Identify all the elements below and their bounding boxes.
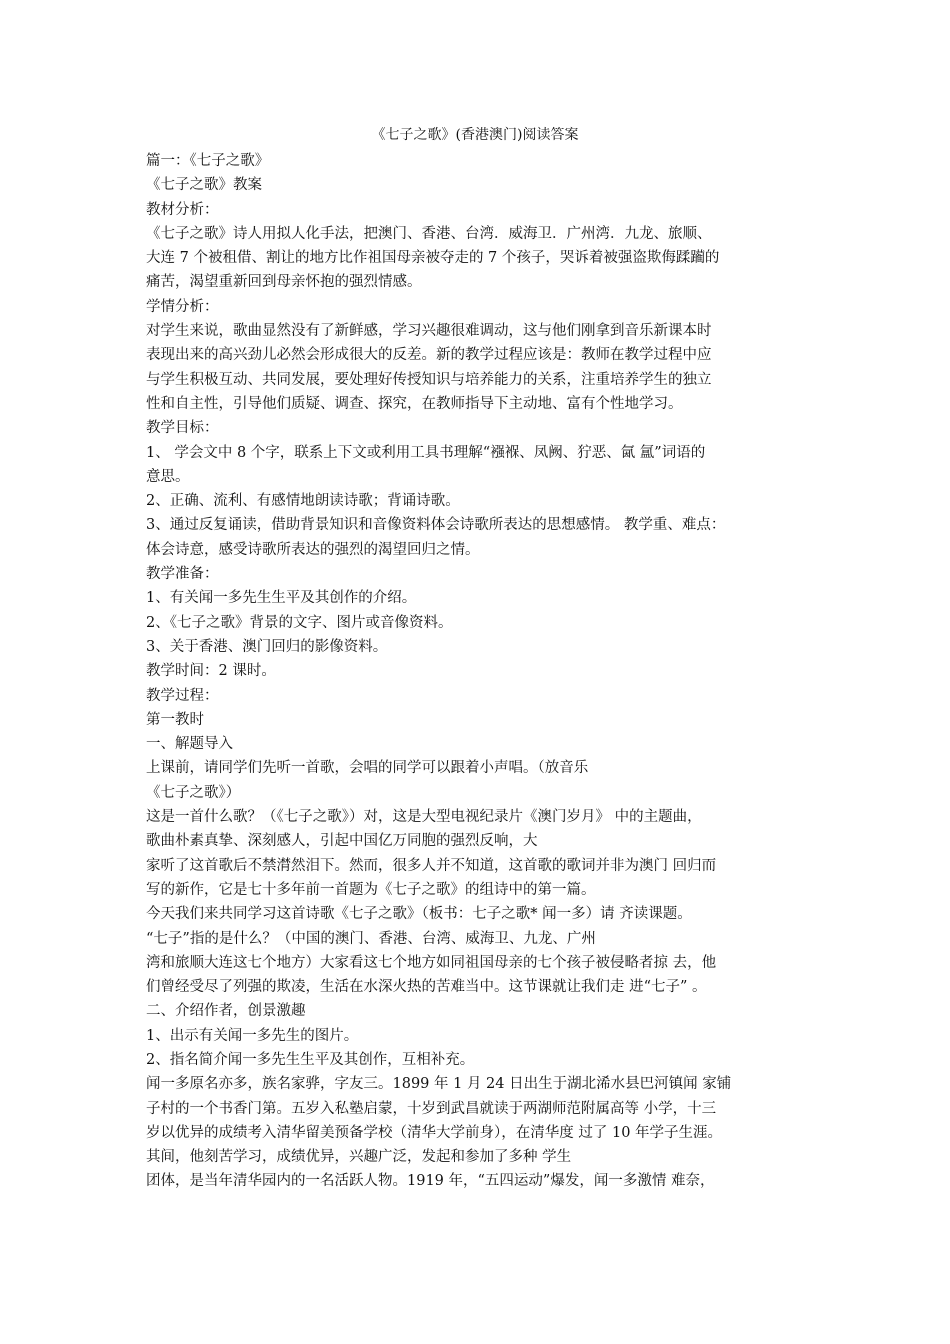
text-line: 教材分析： [146,201,219,218]
text-line: 《七子之歌》） [146,784,241,801]
text-line: 其间，他刻苦学习，成绩优异，兴趣广泛，发起和参加了多种 学生 [146,1149,572,1166]
text-line: 2、指名简介闻一多先生生平及其创作，互相补充。 [146,1051,475,1068]
text-line: 篇一：《七子之歌》 [146,153,270,169]
text-line: 《七子之歌》诗人用拟人化手法，把澳门、香港、台湾．威海卫．广州湾．九龙、旅顺、 [146,225,712,242]
text-line: 表现出来的高兴劲儿必然会形成很大的反差。新的教学过程应该是：教师在教学过程中应 [146,347,712,364]
text-line: 这是一首什么歌？（《七子之歌》）对，这是大型电视纪录片《澳门岁月》 中的主题曲， [146,809,702,826]
text-line: 性和自主性，引导他们质疑、调查、探究，在教师指导下主动地、富有个性地学习。 [146,395,683,412]
text-line: 歌曲朴素真挚、深刻感人，引起中国亿万同胞的强烈反响，大 [146,833,538,850]
text-line: 1、 学会文中 8 个字，联系上下文或利用工具书理解“襁褓、凤阙、狞恶、氤 氲”词语的 [146,444,706,461]
text-line: 今天我们来共同学习这首诗歌《七子之歌》（板书：七子之歌* 闻一多）请 齐读课题。 [146,906,692,923]
text-line: 教学目标： [146,420,219,437]
text-line: 3、通过反复诵读，借助背景知识和音像资料体会诗歌所表达的思想感情。 教学重、难点： [146,517,726,534]
text-line: 一、解题导入 [146,736,233,753]
text-line: 痛苦，渴望重新回到母亲怀抱的强烈情感。 [146,274,422,291]
text-line: 意思。 [146,468,190,485]
document-body [146,149,836,1194]
document-title: 《七子之歌》(香港澳门)阅读答案 [371,127,579,143]
text-line: 体会诗意，感受诗歌所表达的强烈的渴望回归之情。 [146,541,480,558]
text-line: 3、关于香港、澳门回归的影像资料。 [146,638,388,655]
text-line: 教学准备： [146,566,219,583]
text-line: 湾和旅顺大连这七个地方）大家看这七个地方如同祖国母亲的七个孩子被侵略者掠 去，他 [146,954,717,971]
text-line: 《七子之歌》教案 [146,177,262,194]
text-line: 1、出示有关闻一多先生的图片。 [146,1027,359,1044]
text-line: “七子”指的是什么？（中国的澳门、香港、台湾、威海卫、九龙、广州 [146,930,596,947]
text-line: 团体，是当年清华园内的一名活跃人物。1919 年，“五四运动”爆发，闻一多激情 难奈， [146,1173,715,1190]
text-line: 们曾经受尽了列强的欺凌，生活在水深火热的苦难当中。这节课就让我们走 进“七子” 。 [146,979,707,996]
text-line: 2、《七子之歌》背景的文字、图片或音像资料。 [146,614,453,631]
text-line: 岁以优异的成绩考入清华留美预备学校（清华大学前身），在清华度 过了 10 年学子生涯。 [146,1124,723,1141]
text-line: 二、介绍作者，创景激趣 [146,1003,306,1020]
text-line: 学情分析： [146,298,219,315]
text-line: 教学时间：2 课时。 [146,663,276,680]
text-line: 写的新作，它是七十多年前一首题为《七子之歌》的组诗中的第一篇。 [146,881,596,898]
text-line: 1、有关闻一多先生生平及其创作的介绍。 [146,590,417,607]
text-line: 上课前，请同学们先听一首歌，会唱的同学可以跟着小声唱。（放音乐 [146,760,589,777]
text-line: 第一教时 [146,711,204,728]
text-line: 2、正确、流利、有感情地朗读诗歌；背诵诗歌。 [146,493,460,510]
text-line: 家听了这首歌后不禁潸然泪下。然而，很多人并不知道，这首歌的歌词并非为澳门 回归而 [146,857,717,874]
text-line: 教学过程： [146,687,219,704]
text-line: 子村的一个书香门第。五岁入私塾启蒙，十岁到武昌就读于两湖师范附属高等 小学，十三 [146,1100,717,1117]
text-line: 与学生积极互动、共同发展，要处理好传授知识与培养能力的关系，注重培养学生的独立 [146,371,712,388]
text-line: 对学生来说，歌曲显然没有了新鲜感，学习兴趣很难调动，这与他们刚拿到音乐新课本时 [146,323,712,340]
text-line: 大连 7 个被租借、割让的地方比作祖国母亲被夺走的 7 个孩子，哭诉着被强盗欺侮蹂躏的 [146,250,720,267]
text-line: 闻一多原名亦多，族名家骅，字友三。1899 年 1 月 24 日出生于湖北浠水县巴河镇闻 家铺 [146,1076,732,1093]
